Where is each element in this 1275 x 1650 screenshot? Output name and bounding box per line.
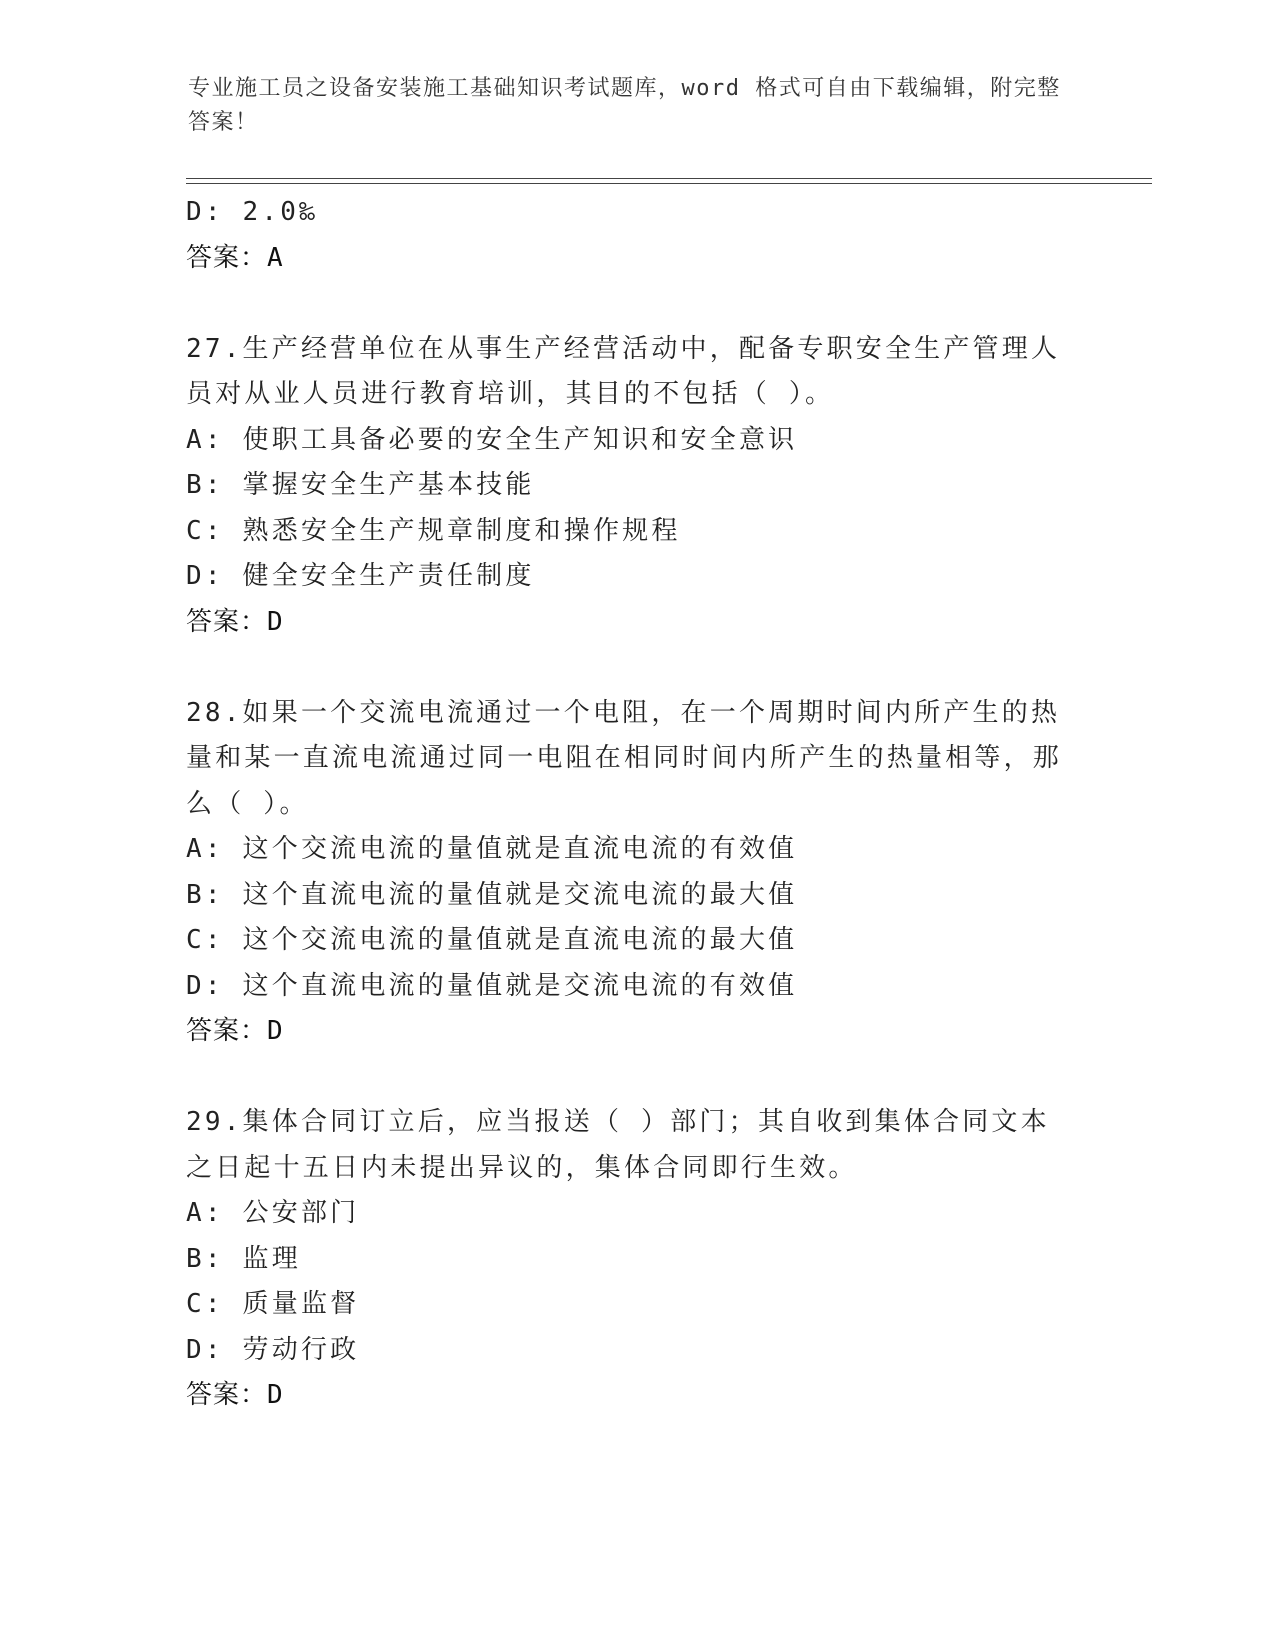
document-body — [186, 190, 1086, 1419]
option-c: C: 熟悉安全生产规章制度和操作规程 — [186, 515, 681, 546]
option-a: A: 这个交流电流的量值就是直流电流的有效值 — [186, 834, 798, 864]
header-rule-top — [186, 178, 1152, 179]
answer-label: 答案： — [186, 242, 268, 273]
question-block — [186, 327, 1086, 646]
answer-value: D — [267, 1016, 284, 1046]
answer-value: D — [267, 1380, 284, 1410]
option-c: C: 这个交流电流的量值就是直流电流的最大值 — [186, 925, 798, 955]
answer-label: 答案： — [186, 606, 268, 637]
answer-line — [186, 1373, 1086, 1419]
option-b: B: 这个直流电流的量值就是交流电流的最大值 — [186, 879, 798, 910]
answer-label: 答案： — [186, 1380, 268, 1410]
question-block — [186, 1100, 1086, 1419]
option-b: B: 掌握安全生产基本技能 — [186, 470, 535, 500]
option-d: D: 劳动行政 — [186, 1334, 360, 1365]
question-text: 28.如果一个交流电流通过一个电阻，在一个周期时间内所产生的热量和某一直流电流通过同一电阻在相同时间内所产生的热量相等，那么（ ）。 — [186, 697, 1063, 819]
option-b: B: 监理 — [186, 1243, 301, 1274]
spacer — [186, 281, 1086, 327]
option-d: D: 健全安全生产责任制度 — [186, 561, 535, 591]
answer-line — [186, 1009, 1086, 1055]
spacer — [186, 1055, 1086, 1101]
answer-value: D — [267, 606, 284, 637]
answer-value: A — [267, 242, 284, 273]
answer-label: 答案： — [186, 1016, 268, 1046]
page-header: 专业施工员之设备安装施工基础知识考试题库，word 格式可自由下载编辑，附完整答案！ — [188, 76, 1061, 135]
answer-line — [186, 236, 1086, 282]
option-d: D: 这个直流电流的量值就是交流电流的有效值 — [186, 970, 798, 1001]
option-a: A: 使职工具备必要的安全生产知识和安全意识 — [186, 424, 798, 455]
option-c: C: 质量监督 — [186, 1289, 360, 1319]
question-block — [186, 691, 1086, 1055]
answer-line — [186, 600, 1086, 646]
spacer — [186, 645, 1086, 691]
option-d: D: 2.0‰ — [186, 197, 318, 227]
header-rule-bottom — [186, 183, 1152, 184]
question-text: 29.集体合同订立后，应当报送（ ）部门；其自收到集体合同文本之日起十五日内未提出异议的，集体合同即行生效。 — [186, 1107, 1050, 1183]
question-text: 27.生产经营单位在从事生产经营活动中，配备专职安全生产管理人员对从业人员进行教育培训，其目的不包括（ ）。 — [186, 333, 1061, 409]
option-a: A: 公安部门 — [186, 1198, 360, 1228]
